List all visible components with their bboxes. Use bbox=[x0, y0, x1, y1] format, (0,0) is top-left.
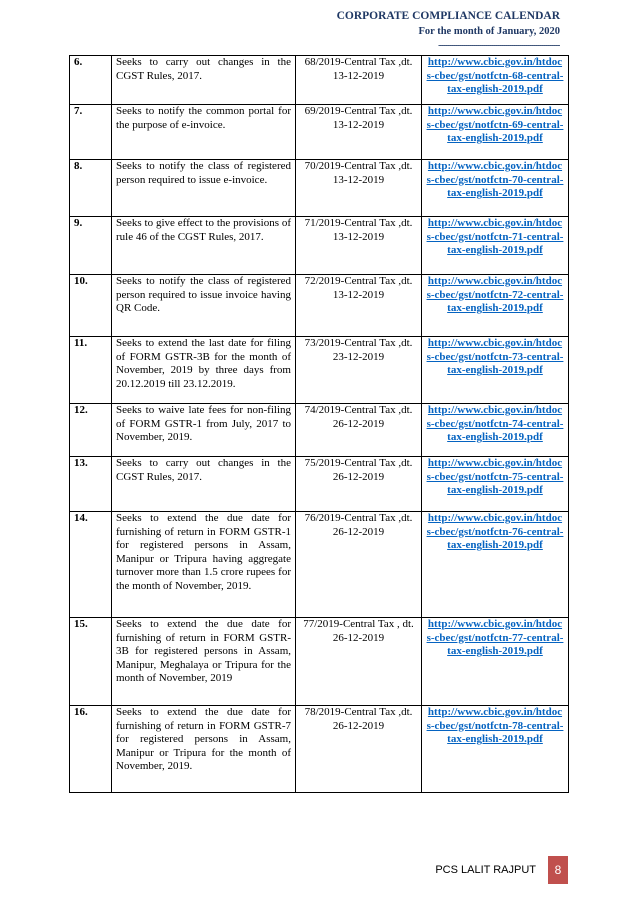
notification-reference: 78/2019-Central Tax ,dt. 26-12-2019 bbox=[296, 706, 422, 793]
table-row bbox=[70, 160, 569, 217]
row-number: 10. bbox=[70, 275, 112, 337]
notification-reference: 75/2019-Central Tax ,dt. 26-12-2019 bbox=[296, 457, 422, 512]
notifications-table bbox=[69, 55, 569, 793]
row-description: Seeks to extend the due date for furnishing of return in FORM GSTR-1 for registered persons in Assam, Manipur or Tripura having aggregate turnover more than 1.5 crore rupees for the month of November, 2019. bbox=[112, 512, 296, 618]
row-description: Seeks to give effect to the provisions of rule 46 of the CGST Rules, 2017. bbox=[112, 217, 296, 275]
table-row bbox=[70, 457, 569, 512]
notification-link[interactable]: http://www.cbic.gov.in/htdocs-cbec/gst/notfctn-70-central-tax-english-2019.pdf bbox=[426, 160, 564, 199]
link-cell bbox=[422, 337, 569, 404]
table-row bbox=[70, 618, 569, 706]
link-cell bbox=[422, 457, 569, 512]
table-row bbox=[70, 275, 569, 337]
notification-reference: 74/2019-Central Tax ,dt. 26-12-2019 bbox=[296, 404, 422, 457]
row-description: Seeks to carry out changes in the CGST Rules, 2017. bbox=[112, 56, 296, 105]
row-number: 15. bbox=[70, 618, 112, 706]
link-cell bbox=[422, 105, 569, 160]
notification-reference: 73/2019-Central Tax ,dt. 23-12-2019 bbox=[296, 337, 422, 404]
notification-reference: 71/2019-Central Tax ,dt. 13-12-2019 bbox=[296, 217, 422, 275]
row-description: Seeks to notify the class of registered person required to issue e-invoice. bbox=[112, 160, 296, 217]
row-number: 8. bbox=[70, 160, 112, 217]
table-row bbox=[70, 105, 569, 160]
notification-reference: 76/2019-Central Tax ,dt. 26-12-2019 bbox=[296, 512, 422, 618]
notification-link[interactable]: http://www.cbic.gov.in/htdocs-cbec/gst/notfctn-74-central-tax-english-2019.pdf bbox=[426, 404, 564, 443]
row-description: Seeks to carry out changes in the CGST Rules, 2017. bbox=[112, 457, 296, 512]
notification-link[interactable]: http://www.cbic.gov.in/htdocs-cbec/gst/notfctn-68-central-tax-english-2019.pdf bbox=[426, 56, 564, 95]
link-cell bbox=[422, 217, 569, 275]
row-number: 11. bbox=[70, 337, 112, 404]
notification-reference: 69/2019-Central Tax ,dt. 13-12-2019 bbox=[296, 105, 422, 160]
notification-link[interactable]: http://www.cbic.gov.in/htdocs-cbec/gst/notfctn-78-central-tax-english-2019.pdf bbox=[426, 706, 564, 745]
row-description: Seeks to notify the common portal for the purpose of e-invoice. bbox=[112, 105, 296, 160]
page-footer bbox=[435, 856, 568, 884]
row-number: 9. bbox=[70, 217, 112, 275]
row-number: 13. bbox=[70, 457, 112, 512]
link-cell bbox=[422, 56, 569, 105]
notification-link[interactable]: http://www.cbic.gov.in/htdocs-cbec/gst/notfctn-75-central-tax-english-2019.pdf bbox=[426, 457, 564, 496]
row-description: Seeks to notify the class of registered person required to issue invoice having QR Code. bbox=[112, 275, 296, 337]
row-description: Seeks to extend the due date for furnishing of return in FORM GSTR-7 for registered persons in Assam, Manipur or Tripura for the month of November, 2019. bbox=[112, 706, 296, 793]
row-number: 14. bbox=[70, 512, 112, 618]
author-name: PCS LALIT RAJPUT bbox=[435, 864, 536, 876]
link-cell bbox=[422, 160, 569, 217]
page-title: CORPORATE COMPLIANCE CALENDAR bbox=[336, 10, 560, 22]
notification-reference: 77/2019-Central Tax , dt. 26-12-2019 bbox=[296, 618, 422, 706]
row-number: 6. bbox=[70, 56, 112, 105]
notification-reference: 68/2019-Central Tax ,dt. 13-12-2019 bbox=[296, 56, 422, 105]
table-row bbox=[70, 706, 569, 793]
notification-link[interactable]: http://www.cbic.gov.in/htdocs-cbec/gst/notfctn-77-central-tax-english-2019.pdf bbox=[426, 618, 564, 657]
table-row bbox=[70, 56, 569, 105]
link-cell bbox=[422, 706, 569, 793]
notification-link[interactable]: http://www.cbic.gov.in/htdocs-cbec/gst/notfctn-73-central-tax-english-2019.pdf bbox=[426, 337, 564, 376]
notification-link[interactable]: http://www.cbic.gov.in/htdocs-cbec/gst/notfctn-71-central-tax-english-2019.pdf bbox=[426, 217, 564, 256]
row-number: 7. bbox=[70, 105, 112, 160]
table-row bbox=[70, 217, 569, 275]
header-rule: ------------------------------------------------------------- bbox=[438, 40, 560, 50]
notification-reference: 72/2019-Central Tax ,dt. 13-12-2019 bbox=[296, 275, 422, 337]
row-number: 12. bbox=[70, 404, 112, 457]
notification-link[interactable]: http://www.cbic.gov.in/htdocs-cbec/gst/notfctn-76-central-tax-english-2019.pdf bbox=[426, 512, 564, 551]
row-number: 16. bbox=[70, 706, 112, 793]
link-cell bbox=[422, 512, 569, 618]
link-cell bbox=[422, 275, 569, 337]
table-row bbox=[70, 404, 569, 457]
page-subtitle: For the month of January, 2020 bbox=[418, 26, 560, 37]
page-number: 8 bbox=[548, 856, 568, 884]
row-description: Seeks to extend the due date for furnishing of return in FORM GSTR-3B for registered persons in Assam, Manipur, Meghalaya or Tripura for the month of November, 2019 bbox=[112, 618, 296, 706]
link-cell bbox=[422, 404, 569, 457]
notification-link[interactable]: http://www.cbic.gov.in/htdocs-cbec/gst/notfctn-69-central-tax-english-2019.pdf bbox=[426, 105, 564, 144]
table-row bbox=[70, 337, 569, 404]
link-cell bbox=[422, 618, 569, 706]
notification-reference: 70/2019-Central Tax ,dt. 13-12-2019 bbox=[296, 160, 422, 217]
row-description: Seeks to waive late fees for non-filing of FORM GSTR-1 from July, 2017 to November, 2019. bbox=[112, 404, 296, 457]
notification-link[interactable]: http://www.cbic.gov.in/htdocs-cbec/gst/notfctn-72-central-tax-english-2019.pdf bbox=[426, 275, 564, 314]
row-description: Seeks to extend the last date for filing of FORM GSTR-3B for the month of November, 2019 by three days from 20.12.2019 till 23.12.2019. bbox=[112, 337, 296, 404]
table-row bbox=[70, 512, 569, 618]
